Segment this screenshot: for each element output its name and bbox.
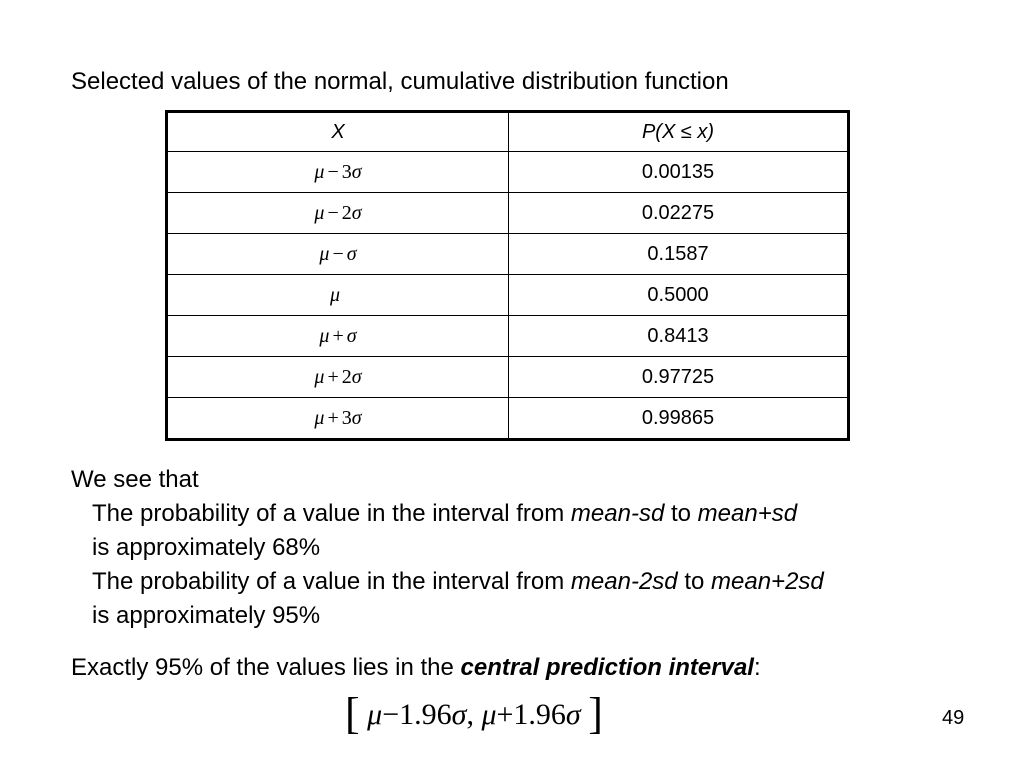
probability-cell: 0.02275	[509, 193, 849, 234]
header-x: X	[167, 112, 509, 152]
prediction-interval-formula: [ μ−1.96σ, μ+1.96σ ]	[345, 689, 603, 738]
probability-cell: 0.00135	[509, 152, 849, 193]
interval-sd-result: is approximately 68%	[92, 534, 321, 561]
table-row	[167, 398, 849, 440]
interval-2sd-line: The probability of a value in the interval from mean-2sd to mean+2sd	[92, 568, 824, 595]
interval-sd-line: The probability of a value in the interval from mean-sd to mean+sd	[92, 500, 798, 527]
x-value-cell: μ − 2σ	[167, 193, 509, 234]
cdf-table	[165, 110, 850, 441]
probability-cell: 0.1587	[509, 234, 849, 275]
explanation-text	[71, 463, 824, 633]
table-row	[167, 316, 849, 357]
table-row	[167, 275, 849, 316]
interval-2sd-result: is approximately 95%	[92, 602, 321, 629]
table-row	[167, 152, 849, 193]
probability-cell: 0.5000	[509, 275, 849, 316]
page-number: 49	[942, 707, 965, 729]
x-value-cell: μ + σ	[167, 316, 509, 357]
table-row	[167, 234, 849, 275]
probability-cell: 0.99865	[509, 398, 849, 440]
slide-title: Selected values of the normal, cumulative distribution function	[71, 68, 729, 95]
intro-line: We see that	[71, 466, 199, 493]
x-value-cell: μ + 3σ	[167, 398, 509, 440]
x-value-cell: μ	[167, 275, 509, 316]
table-row	[167, 357, 849, 398]
x-value-cell: μ − σ	[167, 234, 509, 275]
header-probability: P(X ≤ x)	[509, 112, 849, 152]
probability-cell: 0.8413	[509, 316, 849, 357]
x-value-cell: μ + 2σ	[167, 357, 509, 398]
probability-cell: 0.97725	[509, 357, 849, 398]
x-value-cell: μ − 3σ	[167, 152, 509, 193]
table-header-row	[167, 112, 849, 152]
conclusion-text: Exactly 95% of the values lies in the central prediction interval:	[71, 654, 761, 681]
table-row	[167, 193, 849, 234]
